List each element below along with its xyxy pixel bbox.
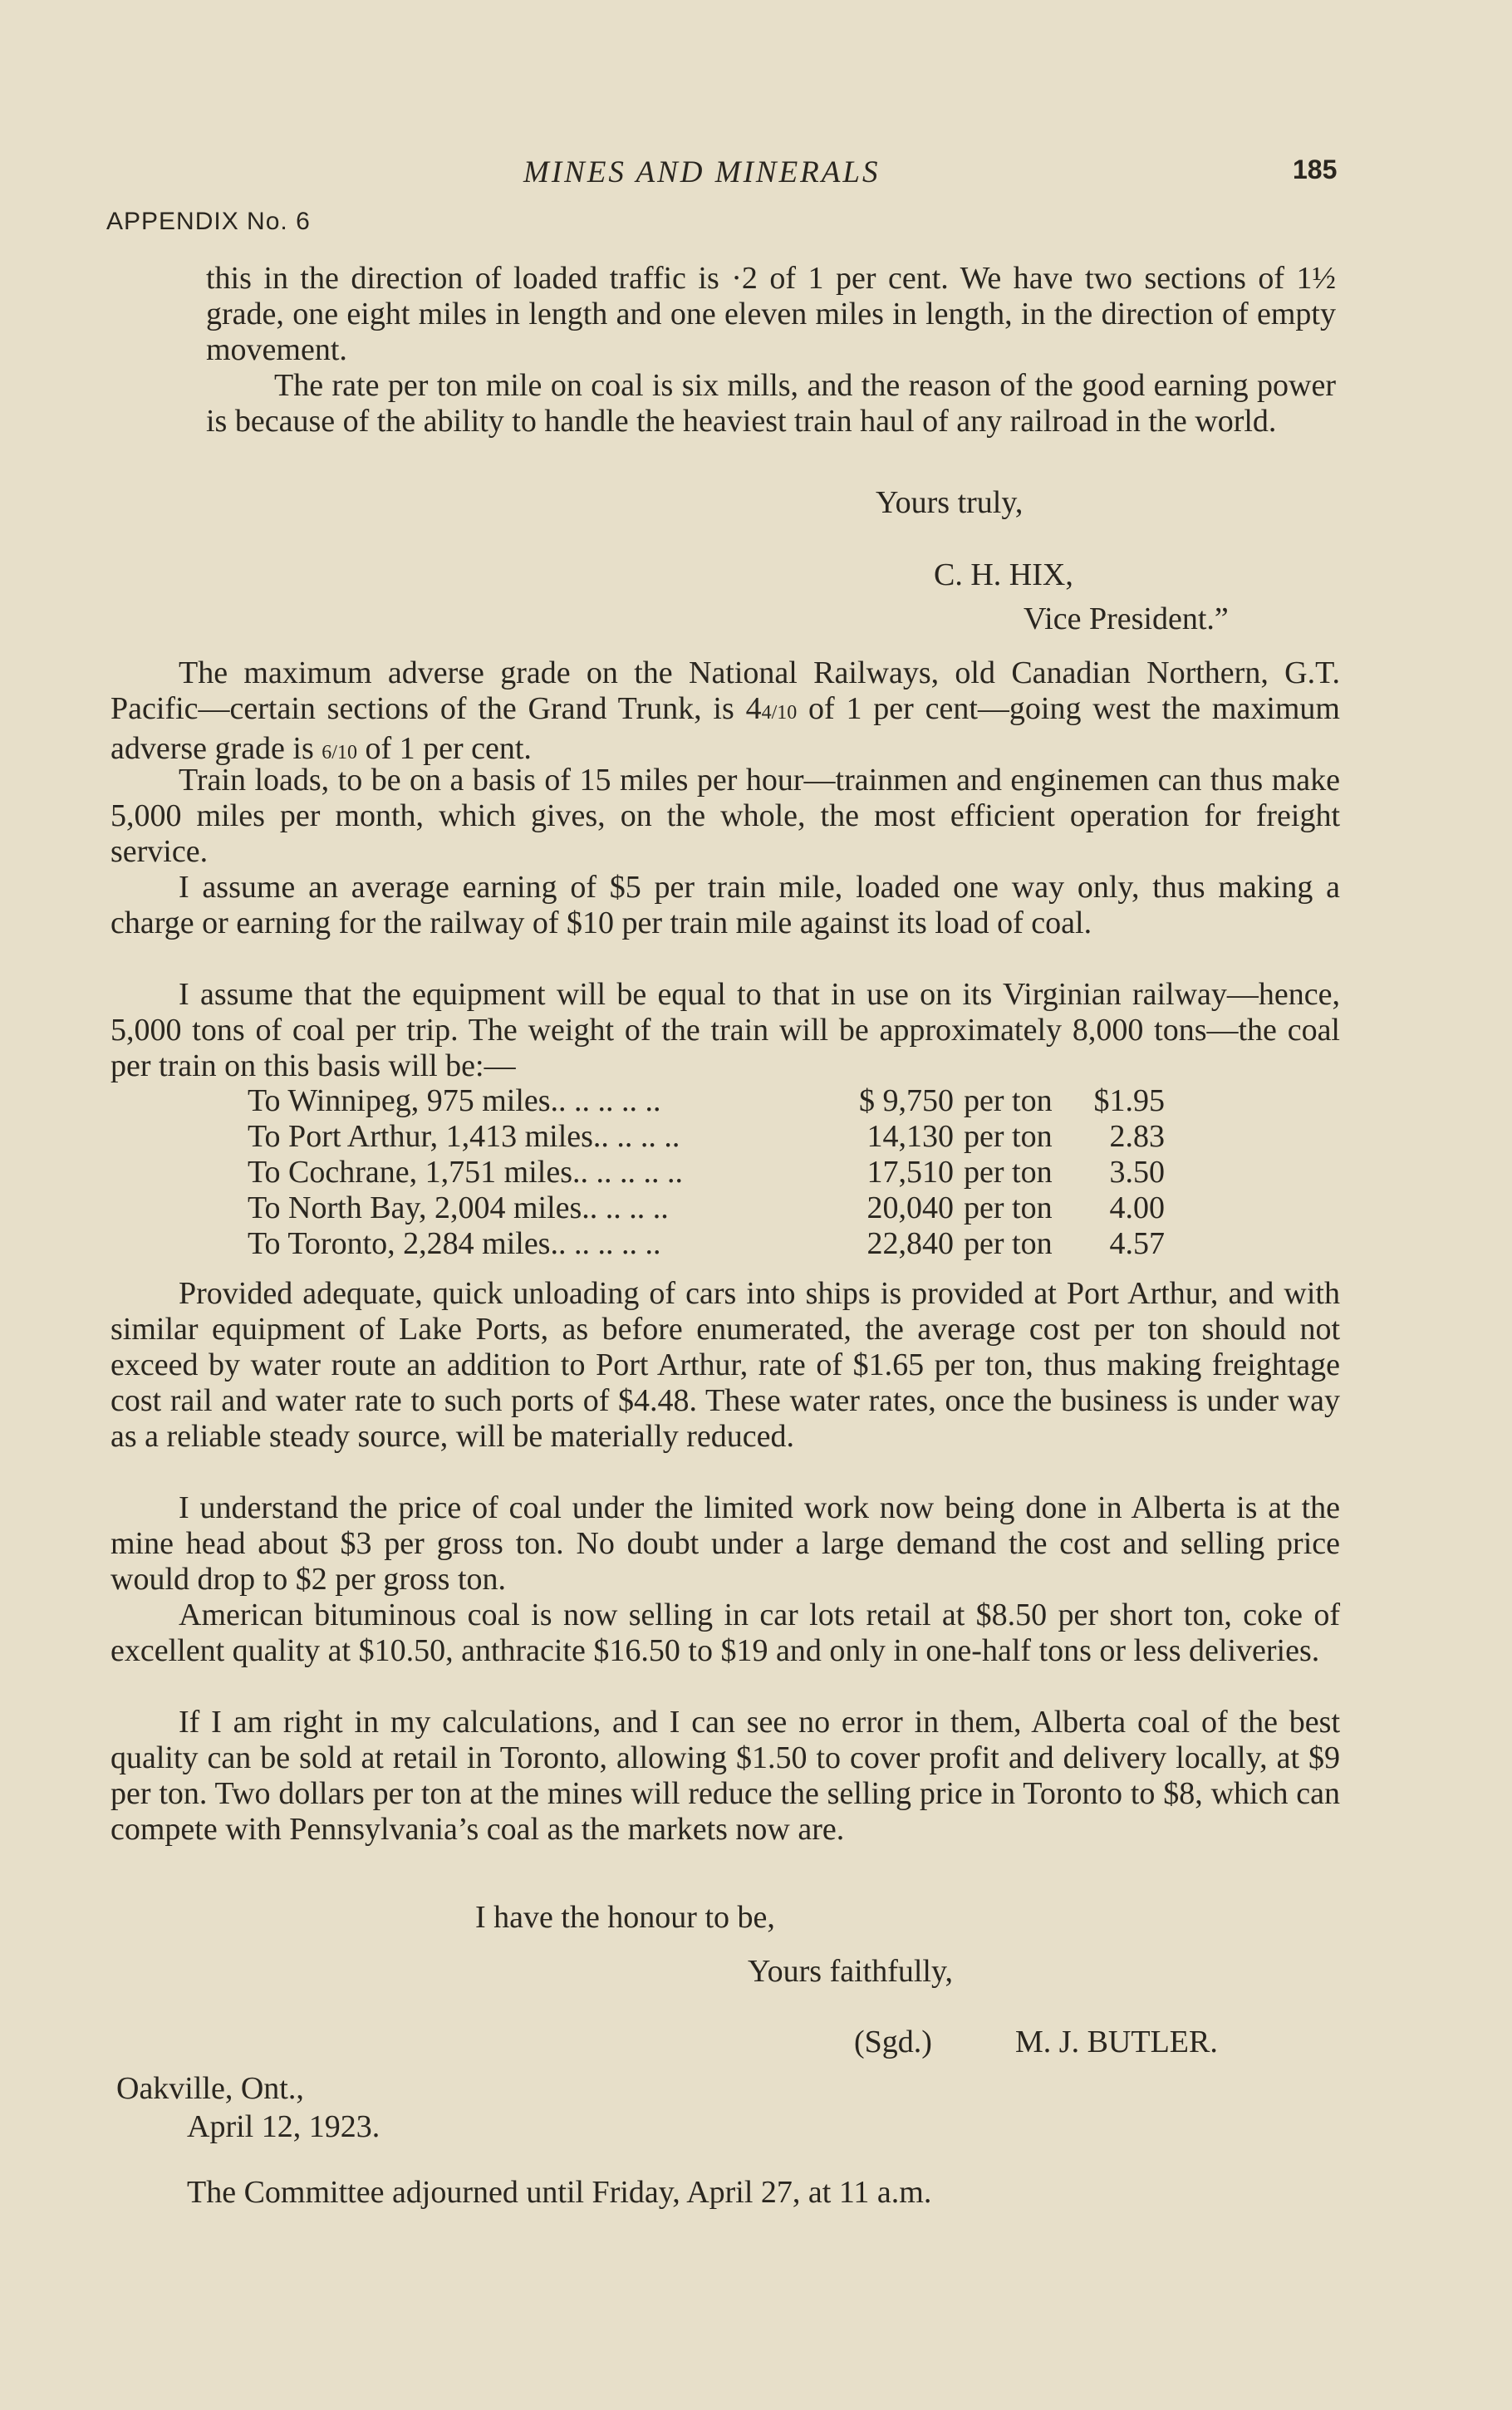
letter-paragraph-2: The rate per ton mile on coal is six mills, and the reason of the good earning power is because of the ability to handle the heaviest train haul of any railroad in the world. <box>206 368 1336 439</box>
rate-table <box>248 1083 1165 1262</box>
table-row: To Port Arthur, 1,413 miles.. .. .. .. 14,130 per ton 2.83 <box>248 1119 1165 1154</box>
body-paragraph-equipment: I assume that the equipment will be equal to that in use on its Virginian railway—hence, 5,000 tons of coal per trip. The weight of the train will be approximately 8,000 tons—the coal per train on this basis will be:— <box>110 977 1340 1083</box>
signature-closing: Yours faithfully, <box>748 1954 954 1989</box>
letter-signer-title: Vice President.” <box>1024 601 1229 636</box>
running-header: MINES AND MINERALS <box>523 155 881 189</box>
table-row: To Toronto, 2,284 miles.. .. .. .. .. 22,840 per ton 4.57 <box>248 1226 1165 1261</box>
table-row: To Winnipeg, 975 miles.. .. .. .. .. $ 9,750 per ton $1.95 <box>248 1083 1165 1118</box>
body-paragraph-train-loads: Train loads, to be on a basis of 15 miles per hour—trainmen and enginemen can thus make 5,000 miles per month, which gives, on the whole, the most efficient operation for freight service. <box>110 763 1340 869</box>
letter-signer: C. H. HIX, <box>934 557 1073 592</box>
letter-closing: Yours truly, <box>876 485 1024 520</box>
signature-date: April 12, 1923. <box>187 2109 380 2144</box>
page-number: 185 <box>1293 155 1338 184</box>
letter-paragraph-1: this in the direction of loaded traffic is ·2 of 1 per cent. We have two sections of 1½ grade, one eight miles in length and one eleven miles in length, in the direction of empty movement. <box>206 261 1336 367</box>
appendix-label: APPENDIX No. 6 <box>106 208 311 235</box>
signature-honour: I have the honour to be, <box>475 1900 775 1935</box>
adjournment-note: The Committee adjourned until Friday, April 27, at 11 a.m. <box>187 2175 932 2210</box>
body-paragraph-earning: I assume an average earning of $5 per train mile, loaded one way only, thus making a charge or earning for the railway of $10 per train mile against its load of coal. <box>110 870 1340 940</box>
body-paragraph-american-coal: American bituminous coal is now selling in car lots retail at $8.50 per short ton, coke of excellent quality at $10.50, anthracite $16.50 to $19 and only in one-half tons or less deliveries. <box>110 1598 1340 1668</box>
signature-sgd: (Sgd.) <box>854 2025 932 2059</box>
body-paragraph-unloading: Provided adequate, quick unloading of cars into ships is provided at Port Arthur, and with similar equipment of Lake Ports, as before enumerated, the average cost per ton should not exceed by water route an addition to Port Arthur, rate of $1.65 per ton, thus making freightage cost rail and water rate to such ports of $4.48. These water rates, once the business is under way as a reliable steady source, will be materially reduced. <box>110 1276 1340 1454</box>
signature-name: M. J. BUTLER. <box>1015 2025 1218 2059</box>
body-paragraph-grade: The maximum adverse grade on the National Railways, old Canadian Northern, G.T. Pacific—certain sections of the Grand Trunk, is 44/10 of 1 per cent—going west the maximum adverse grade is 6/10 of 1 per cent. <box>110 655 1340 766</box>
table-row: To Cochrane, 1,751 miles.. .. .. .. .. 17,510 per ton 3.50 <box>248 1155 1165 1190</box>
signature-place: Oakville, Ont., <box>116 2071 304 2106</box>
body-paragraph-conclusion: If I am right in my calculations, and I can see no error in them, Alberta coal of the best quality can be sold at retail in Toronto, allowing $1.50 to cover profit and delivery locally, at $9 per ton. Two dollars per ton at the mines will reduce the selling price in Toronto to $8, which can compete with Pennsylvania’s coal as the markets now are. <box>110 1705 1340 1847</box>
table-row: To North Bay, 2,004 miles.. .. .. .. 20,040 per ton 4.00 <box>248 1190 1165 1225</box>
body-paragraph-alberta-price: I understand the price of coal under the limited work now being done in Alberta is at the mine head about $3 per gross ton. No doubt under a large demand the cost and selling price would drop to $2 per gross ton. <box>110 1490 1340 1597</box>
